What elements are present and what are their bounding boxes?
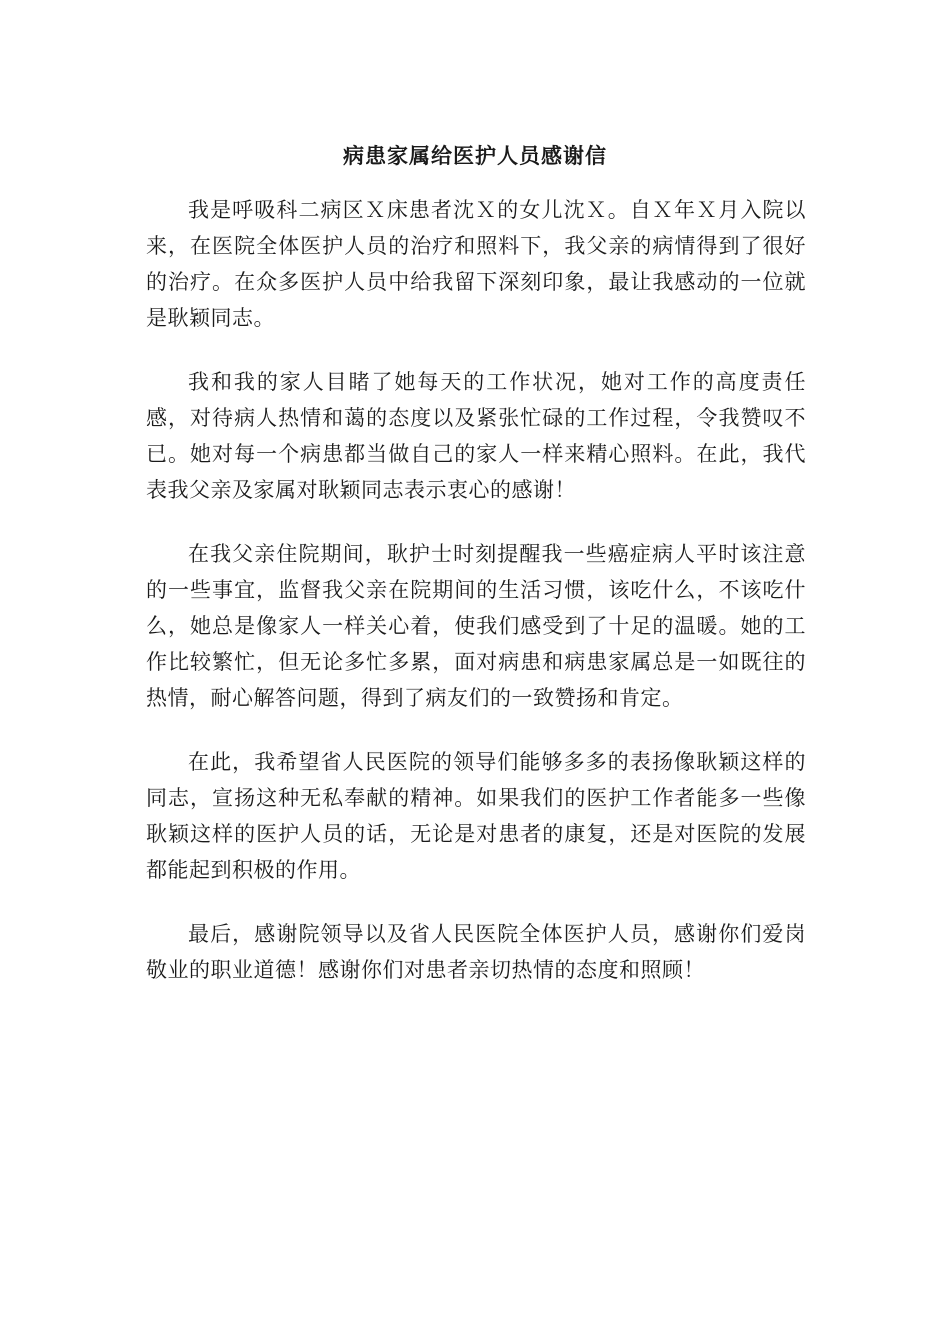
letter-title: 病患家属给医护人员感谢信	[343, 143, 607, 168]
paragraph-4: 在此，我希望省人民医院的领导们能够多多的表扬像耿颖这样的同志，宣扬这种无私奉献的精神。如果我们的医护工作者能多一些像耿颖这样的医护人员的话，无论是对患者的康复，还是对医院的发展都能起到积极的作用。	[146, 750, 806, 882]
letter-body	[146, 192, 806, 1016]
paragraph-3: 在我父亲住院期间，耿护士时刻提醒我一些癌症病人平时该注意的一些事宜，监督我父亲在院期间的生活习惯，该吃什么，不该吃什么，她总是像家人一样关心着，使我们感受到了十足的温暖。她的工作比较繁忙，但无论多忙多累，面对病患和病患家属总是一如既往的热情，耐心解答问题，得到了病友们的一致赞扬和肯定。	[146, 542, 806, 710]
paragraph-2: 我和我的家人目睹了她每天的工作状况，她对工作的高度责任感，对待病人热情和蔼的态度以及紧张忙碌的工作过程，令我赞叹不已。她对每一个病患都当做自己的家人一样来精心照料。在此，我代表我父亲及家属对耿颖同志表示衷心的感谢！	[146, 370, 806, 502]
paragraph-1: 我是呼吸科二病区Ｘ床患者沈Ｘ的女儿沈Ｘ。自Ｘ年Ｘ月入院以来，在医院全体医护人员的治疗和照料下，我父亲的病情得到了很好的治疗。在众多医护人员中给我留下深刻印象，最让我感动的一位就是耿颖同志。	[146, 198, 806, 330]
paragraph-5: 最后，感谢院领导以及省人民医院全体医护人员，感谢你们爱岗敬业的职业道德！感谢你们对患者亲切热情的态度和照顾！	[146, 922, 806, 982]
